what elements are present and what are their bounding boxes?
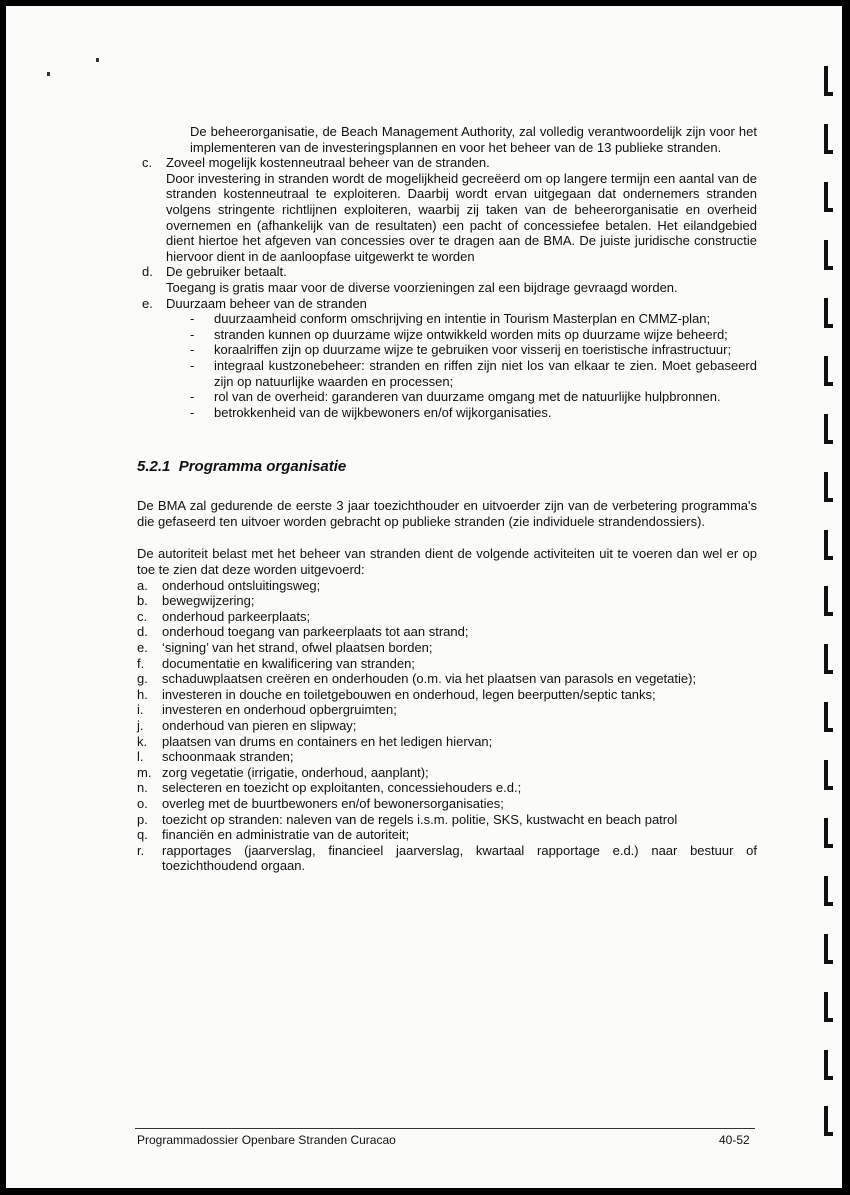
binder-ring: [824, 240, 834, 270]
activity-item: [137, 624, 757, 640]
activity-letter: l.: [137, 749, 144, 765]
binder-ring: [824, 298, 834, 328]
binder-ring: [824, 66, 834, 96]
section-paragraph: De BMA zal gedurende de eerste 3 jaar toezichthouder en uitvoerder zijn van de verbetering programma's die gefaseerd ten uitvoer worden gebracht op publieke stranden (zie individuele strandendossiers).: [137, 498, 757, 529]
principle-item-e: [137, 296, 757, 312]
binder-ring: [824, 644, 834, 674]
activity-item: [137, 578, 757, 594]
footer-title: Programmadossier Openbare Stranden Curacao: [137, 1133, 396, 1147]
activity-letter: i.: [137, 702, 144, 718]
activity-letter: b.: [137, 593, 148, 609]
activity-text: zorg vegetatie (irrigatie, onderhoud, aanplant);: [162, 764, 429, 780]
binder-ring: [824, 414, 834, 444]
binder-ring: [824, 182, 834, 212]
activity-text: investeren in douche en toiletgebouwen en onderhoud, legen beerputten/septic tanks;: [162, 686, 656, 702]
activity-text: onderhoud toegang van parkeerplaats tot aan strand;: [162, 624, 469, 640]
activity-item: [137, 593, 757, 609]
activity-item: [137, 796, 757, 812]
activity-letter: k.: [137, 733, 148, 749]
binder-ring: [824, 818, 834, 848]
activity-text: selecteren en toezicht op exploitanten, concessiehouders e.d.;: [162, 780, 522, 796]
item-text: Door investering in stranden wordt de mogelijkheid gecreëerd om op langere termijn een aantal van de stranden kostenneutraal te exploiteren. Daarbij wordt ervan uitgegaan dat ondernemers stranden volgens stringente richtlijnen exploiteren, waarbij zij taken van de beheerorganisatie en overheid overnemen en (afhankelijk van de resultaten) een pacht of concessiefee betalen. Het eilandgebied dient hiertoe het afgeven van concessies over te dragen aan de BMA. De juiste juridische constructie hiervoor dient in de aanloopfase uitgewerkt te worden: [166, 170, 757, 264]
activity-text: financiën en administratie van de autoriteit;: [162, 827, 410, 843]
activity-text: documentatie en kwalificering van stranden;: [162, 655, 415, 671]
activity-item: [137, 671, 757, 687]
activity-item: [137, 780, 757, 796]
activity-text: bewegwijzering;: [162, 593, 255, 609]
activity-item: [137, 687, 757, 703]
page-number: 40-52: [719, 1133, 750, 1147]
activity-item: [137, 749, 757, 765]
activity-item: [137, 702, 757, 718]
activity-text: rapportages (jaarverslag, financieel jaarverslag, kwartaal rapportage e.d.) naar bestuur of toezichthoudend orgaan.: [162, 842, 757, 874]
activity-letter: q.: [137, 827, 148, 843]
scan-speck: [47, 72, 50, 76]
intro-paragraph: De beheerorganisatie, de Beach Management Authority, zal volledig verantwoordelijk zijn voor het implementeren van de investeringsplannen en voor het beheer van de 13 publieke stranden.: [190, 124, 757, 155]
activity-text: overleg met de buurtbewoners en/of bewonersorganisaties;: [162, 795, 504, 811]
activity-item: [137, 765, 757, 781]
footer-divider: [135, 1128, 755, 1129]
binder-ring: [824, 1050, 834, 1080]
activity-item: [137, 812, 757, 828]
binder-ring: [824, 760, 834, 790]
activity-letter: o.: [137, 795, 148, 811]
activity-text: ‘signing’ van het strand, ofwel plaatsen borden;: [162, 640, 433, 656]
binder-ring: [824, 586, 834, 616]
activity-item: [137, 734, 757, 750]
section-title: Programma organisatie: [178, 458, 347, 476]
binder-ring: [824, 992, 834, 1022]
list-item: - rol van de overheid: garanderen van duurzame omgang met de natuurlijke hulpbronnen.: [190, 389, 721, 405]
activities-list: [137, 578, 757, 874]
activity-letter: r.: [137, 842, 145, 858]
activity-text: onderhoud ontsluitingsweg;: [162, 577, 321, 593]
binder-ring: [824, 356, 834, 386]
binder-ring: [824, 702, 834, 732]
activity-item: [137, 640, 757, 656]
list-item: - koraalriffen zijn op duurzame wijze te gebruiken voor visserij en toeristische infrastructuur;: [190, 342, 732, 358]
binder-ring: [824, 530, 834, 560]
binder-ring: [824, 124, 834, 154]
activity-text: schaduwplaatsen creëren en onderhouden (o.m. via het plaatsen van parasols en vegetatie);: [162, 671, 697, 687]
activity-letter: m.: [137, 764, 152, 780]
activity-letter: e.: [137, 640, 148, 656]
binder-rings: [818, 66, 842, 1166]
item-letter: e.: [142, 295, 153, 311]
activity-letter: g.: [137, 671, 148, 687]
activity-letter: h.: [137, 686, 148, 702]
list-item: - betrokkenheid van de wijkbewoners en/of wijkorganisaties.: [190, 404, 552, 420]
activity-item: [137, 609, 757, 625]
section-heading: [137, 458, 757, 476]
item-title: De gebruiker betaalt.: [166, 264, 287, 280]
binder-ring: [824, 876, 834, 906]
activity-text: investeren en onderhoud opbergruimten;: [162, 702, 397, 718]
activity-letter: d.: [137, 624, 148, 640]
list-item: - duurzaamheid conform omschrijving en intentie in Tourism Masterplan en CMMZ-plan;: [190, 311, 711, 327]
list-item: - integraal kustzonebeheer: stranden en riffen zijn niet los van elkaar te zien. Moet gebaseerd zijn op natuurlijke waarden en processen;: [190, 357, 757, 389]
section-number: 5.2.1: [137, 458, 171, 476]
activity-item: [137, 656, 757, 672]
activity-text: onderhoud van pieren en slipway;: [162, 718, 357, 733]
activity-letter: a.: [137, 577, 148, 593]
item-text: Toegang is gratis maar voor de diverse voorzieningen zal een bijdrage gevraagd worden.: [166, 279, 678, 295]
activity-text: plaatsen van drums en containers en het ledigen hiervan;: [162, 733, 493, 749]
principle-item-c: [137, 155, 757, 264]
activity-item: [137, 843, 757, 874]
section-paragraph: De autoriteit belast met het beheer van stranden dient de volgende activiteiten uit te voeren dan wel er op toe te zien dat deze worden uitgevoerd:: [137, 546, 757, 578]
item-title: Duurzaam beheer van de stranden: [166, 295, 367, 311]
item-title: Zoveel mogelijk kostenneutraal beheer van de stranden.: [166, 155, 490, 171]
binder-ring: [824, 1106, 834, 1136]
activity-item: [137, 718, 757, 734]
activity-text: toezicht op stranden: naleven van de regels i.s.m. politie, SKS, kustwacht en beach patrol: [162, 811, 678, 827]
item-letter: c.: [142, 155, 153, 171]
document-page: [6, 6, 842, 1188]
activity-text: schoonmaak stranden;: [162, 749, 294, 765]
item-letter: d.: [142, 264, 153, 280]
activity-item: [137, 827, 757, 843]
principle-item-d: [137, 264, 757, 295]
activity-letter: f.: [137, 655, 145, 671]
activity-letter: c.: [137, 608, 148, 624]
binder-ring: [824, 934, 834, 964]
scan-speck: [96, 58, 99, 62]
page-content: [137, 124, 757, 874]
activity-letter: p.: [137, 811, 148, 827]
activity-letter: n.: [137, 780, 148, 796]
binder-ring: [824, 472, 834, 502]
sustainability-list: [137, 311, 757, 420]
activity-letter: j.: [137, 718, 144, 733]
list-item: - stranden kunnen op duurzame wijze ontwikkeld worden mits op duurzame wijze beheerd;: [190, 326, 728, 342]
activity-text: onderhoud parkeerplaats;: [162, 608, 311, 624]
